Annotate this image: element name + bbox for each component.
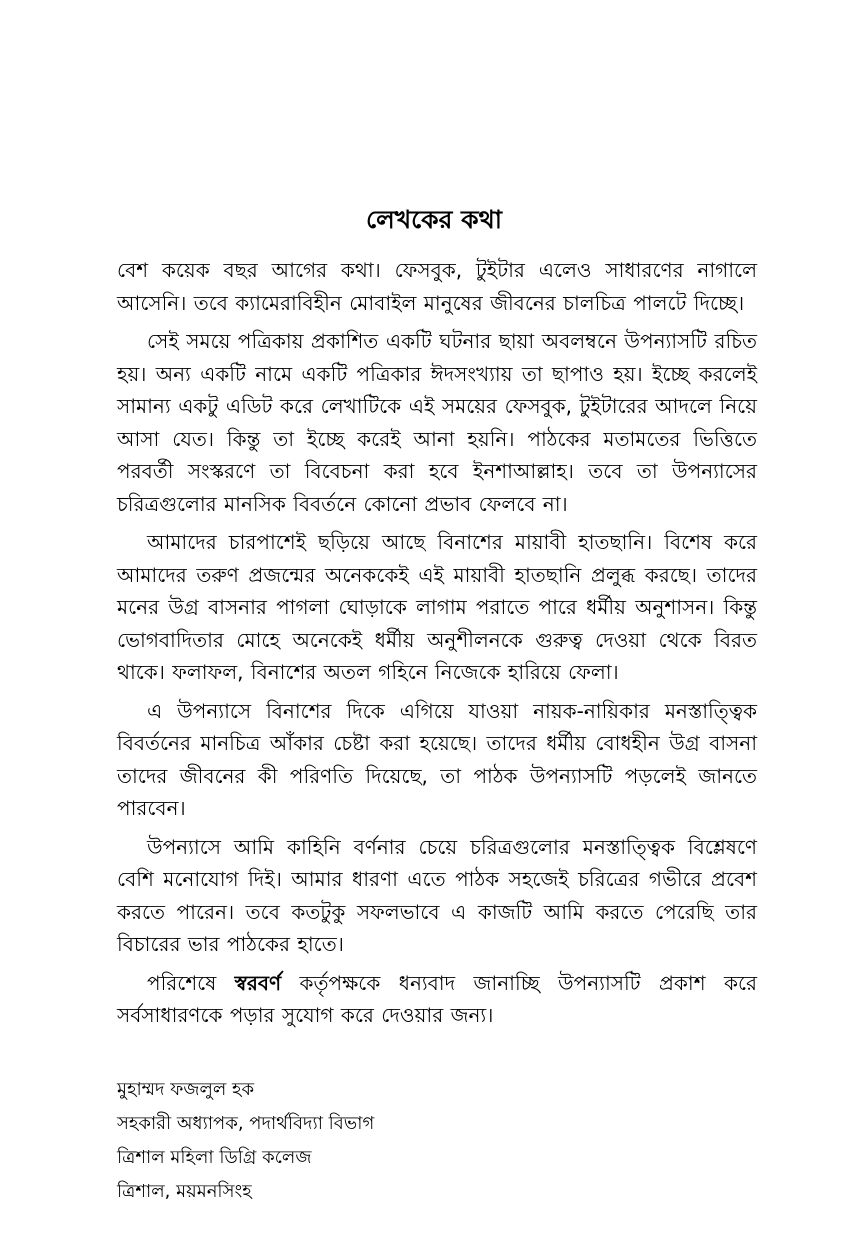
author-institution: ত্রিশাল মহিলা ডিগ্রি কলেজ xyxy=(117,1147,312,1168)
author-location: ত্রিশাল, ময়মনসিংহ xyxy=(117,1181,252,1202)
closing-paragraph xyxy=(117,967,757,1032)
page-title: লেখকের কথা xyxy=(365,205,503,234)
paragraph-5: উপন্যাসে আমি কাহিনি বর্ণনার চেয়ে চরিত্রগুলোর মনস্তাত্ত্বিক বিশ্লেষণে বেশি মনোযোগ দিই। আমার ধারণা এতে পাঠক সহজেই চরিত্রের গভীরে প্রবেশ করতে পারেন। তবে কতটুকু সফলভাবে এ কাজটি আমি করতে পেরেছি তার বিচারের ভার পাঠকের হাতে। xyxy=(117,834,757,956)
author-designation: সহকারী অধ্যাপক, পদার্থবিদ্যা বিভাগ xyxy=(117,1113,375,1134)
publisher-name: স্বরবর্ণ xyxy=(234,970,282,995)
paragraph-1: বেশ কয়েক বছর আগের কথা। ফেসবুক, টুইটার এলেও সাধারণের নাগালে আসেনি। তবে ক্যামেরাবিহীন মোবাইল মানুষের জীবনের চালচিত্র পালটে দিচ্ছে। xyxy=(117,258,757,315)
body-text xyxy=(117,254,757,1038)
paragraph-4: এ উপন্যাসে বিনাশের দিকে এগিয়ে যাওয়া নায়ক-নায়িকার মনস্তাত্ত্বিক বিবর্তনের মানচিত্র আঁকার চেষ্টা করা হয়েছে। তাদের ধর্মীয় বোধহীন উগ্র বাসনা তাদের জীবনের কী পরিণতি দিয়েছে, তা পাঠক উপন্যাসটি পড়লেই জানতে পারবেন। xyxy=(117,698,757,820)
paragraph-3: আমাদের চারপাশেই ছড়িয়ে আছে বিনাশের মায়াবী হাতছানি। বিশেষ করে আমাদের তরুণ প্রজন্মের অনেককেই এই মায়াবী হাতছানি প্রলুব্ধ করছে। তাদের মনের উগ্র বাসনার পাগলা ঘোড়াকে লাগাম পরাতে পারে ধর্মীয় অনুশাসন। কিন্তু ভোগবাদিতার মোহে অনেকেই ধর্মীয় অনুশীলনকে গুরুত্ব দেওয়া থেকে বিরত থাকে। ফলাফল, বিনাশের অতল গহিনে নিজেকে হারিয়ে ফেলা। xyxy=(117,530,757,684)
closing-text-before: পরিশেষে xyxy=(147,970,235,995)
paragraph-2: সেই সময়ে পত্রিকায় প্রকাশিত একটি ঘটনার ছায়া অবলম্বনে উপন্যাসটি রচিত হয়। অন্য একটি নামে একটি পত্রিকার ঈদসংখ্যায় তা ছাপাও হয়। ইচ্ছে করলেই সামান্য একটু এডিট করে লেখাটিকে এই সময়ের ফেসবুক, টুইটারের আদলে নিয়ে আসা যেত। কিন্তু তা ইচ্ছে করেই আনা হয়নি। পাঠকের মতামতের ভিত্তিতে পরবর্তী সংস্করণে তা বিবেচনা করা হবে ইনশাআল্লাহ। তবে তা উপন্যাসের চরিত্রগুলোর মানসিক বিবর্তনে কোনো প্রভাব ফেলবে না। xyxy=(117,329,757,516)
author-name: মুহাম্মদ ফজলুল হক xyxy=(117,1079,255,1100)
closing-text-after: কর্তৃপক্ষকে ধন্যবাদ জানাচ্ছি উপন্যাসটি প্রকাশ করে সর্বসাধারণকে পড়ার সুযোগ করে দেওয়ার জন্য। xyxy=(117,970,758,1027)
signature-block xyxy=(117,1073,757,1209)
